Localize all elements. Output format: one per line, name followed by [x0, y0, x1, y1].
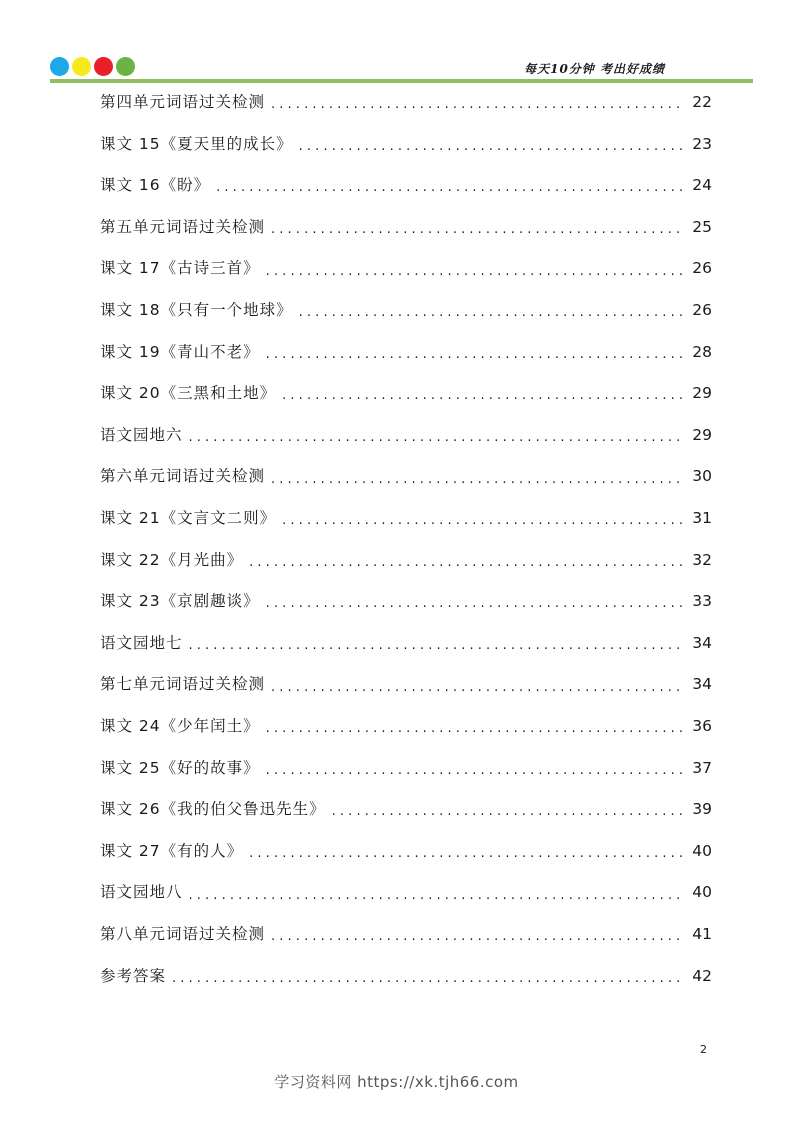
toc-entry-page: 41: [692, 924, 712, 943]
toc-entry[interactable]: [100, 290, 712, 332]
toc-entry[interactable]: [100, 124, 712, 166]
toc-entry[interactable]: [100, 623, 712, 665]
toc-entry-page: 30: [692, 467, 712, 486]
toc-dot-leader: [189, 431, 684, 444]
toc-dot-leader: [189, 639, 684, 652]
toc-entry-page: 26: [692, 259, 712, 278]
toc-entry-page: 37: [692, 758, 712, 777]
toc-entry[interactable]: [100, 872, 712, 914]
toc-entry[interactable]: [100, 540, 712, 582]
toc-dot-leader: [282, 389, 684, 402]
toc-entry-title: 第八单元词语过关检测: [100, 924, 266, 943]
toc-entry-title: 课文 19《青山不老》: [100, 342, 260, 361]
toc-entry-title: 第五单元词语过关检测: [100, 217, 266, 236]
toc-entry-title: 课文 16《盼》: [100, 176, 211, 195]
toc-entry-title: 课文 20《三黑和土地》: [100, 384, 277, 403]
toc-entry-page: 24: [692, 176, 712, 195]
header-dots: [50, 57, 135, 76]
toc-entry[interactable]: [100, 914, 712, 956]
toc-entry-title: 语文园地八: [100, 883, 183, 902]
toc-entry-title: 参考答案: [100, 966, 167, 985]
toc-entry-title: 课文 15《夏天里的成长》: [100, 134, 293, 153]
yellow-dot-icon: [72, 57, 91, 76]
toc-entry[interactable]: [100, 207, 712, 249]
footer-source-link[interactable]: 学习资料网 https://xk.tjh66.com: [274, 1073, 519, 1091]
toc-dot-leader: [299, 306, 684, 319]
toc-entry-title: 课文 26《我的伯父鲁迅先生》: [100, 800, 326, 819]
toc-entry-page: 33: [692, 592, 712, 611]
toc-entry-page: 32: [692, 550, 712, 569]
toc-entry-page: 40: [692, 841, 712, 860]
blue-dot-icon: [50, 57, 69, 76]
toc-entry-title: 课文 18《只有一个地球》: [100, 301, 293, 320]
toc-entry-title: 课文 25《好的故事》: [100, 758, 260, 777]
toc-dot-leader: [271, 930, 684, 943]
toc-entry-page: 29: [692, 384, 712, 403]
toc-dot-leader: [299, 140, 684, 153]
toc-entry-page: 28: [692, 342, 712, 361]
toc-entry-title: 课文 17《古诗三首》: [100, 259, 260, 278]
toc-entry-title: 第四单元词语过关检测: [100, 93, 266, 112]
page-number: 2: [700, 1043, 707, 1056]
red-dot-icon: [94, 57, 113, 76]
toc-dot-leader: [266, 597, 684, 610]
toc-dot-leader: [189, 889, 684, 902]
toc-entry-page: 26: [692, 301, 712, 320]
toc-dot-leader: [266, 722, 684, 735]
toc-entry-title: 课文 21《文言文二则》: [100, 508, 277, 527]
toc-dot-leader: [271, 98, 684, 111]
toc-entry-title: 语文园地六: [100, 425, 183, 444]
toc-dot-leader: [271, 681, 684, 694]
toc-entry[interactable]: [100, 748, 712, 790]
toc-entry[interactable]: [100, 373, 712, 415]
toc-dot-leader: [282, 514, 684, 527]
toc-entry-page: 23: [692, 134, 712, 153]
toc-entry-title: 课文 24《少年闰土》: [100, 716, 260, 735]
toc-dot-leader: [266, 764, 684, 777]
toc-dot-leader: [216, 181, 684, 194]
toc-entry-title: 第七单元词语过关检测: [100, 675, 266, 694]
toc-entry[interactable]: [100, 831, 712, 873]
toc-entry-page: 31: [692, 508, 712, 527]
toc-entry[interactable]: [100, 955, 712, 997]
toc-dot-leader: [271, 223, 684, 236]
toc-entry-page: 40: [692, 883, 712, 902]
toc-entry-page: 22: [692, 93, 712, 112]
toc-entry[interactable]: [100, 789, 712, 831]
green-dot-icon: [116, 57, 135, 76]
toc-entry-page: 36: [692, 716, 712, 735]
toc-entry[interactable]: [100, 332, 712, 374]
table-of-contents: [100, 82, 712, 997]
toc-dot-leader: [271, 473, 684, 486]
toc-entry[interactable]: [100, 415, 712, 457]
toc-dot-leader: [266, 348, 684, 361]
toc-entry-title: 语文园地七: [100, 633, 183, 652]
toc-entry[interactable]: [100, 498, 712, 540]
toc-entry-page: 39: [692, 800, 712, 819]
toc-dot-leader: [172, 972, 684, 985]
toc-entry-title: 课文 23《京剧趣谈》: [100, 592, 260, 611]
toc-entry[interactable]: [100, 165, 712, 207]
header-slogan: 每天10分钟 考出好成绩: [524, 62, 665, 76]
toc-entry[interactable]: [100, 664, 712, 706]
toc-entry[interactable]: [100, 248, 712, 290]
toc-entry-page: 34: [692, 675, 712, 694]
toc-entry-title: 第六单元词语过关检测: [100, 467, 266, 486]
toc-entry[interactable]: [100, 456, 712, 498]
toc-entry[interactable]: [100, 581, 712, 623]
toc-dot-leader: [249, 847, 684, 860]
toc-entry-title: 课文 27《有的人》: [100, 841, 244, 860]
toc-entry-page: 42: [692, 966, 712, 985]
toc-entry-page: 34: [692, 633, 712, 652]
toc-dot-leader: [249, 556, 684, 569]
toc-dot-leader: [266, 265, 684, 278]
toc-dot-leader: [332, 805, 684, 818]
toc-entry[interactable]: [100, 706, 712, 748]
toc-entry-title: 课文 22《月光曲》: [100, 550, 244, 569]
toc-entry-page: 29: [692, 425, 712, 444]
toc-entry[interactable]: [100, 82, 712, 124]
page-header: [0, 0, 793, 84]
toc-entry-page: 25: [692, 217, 712, 236]
